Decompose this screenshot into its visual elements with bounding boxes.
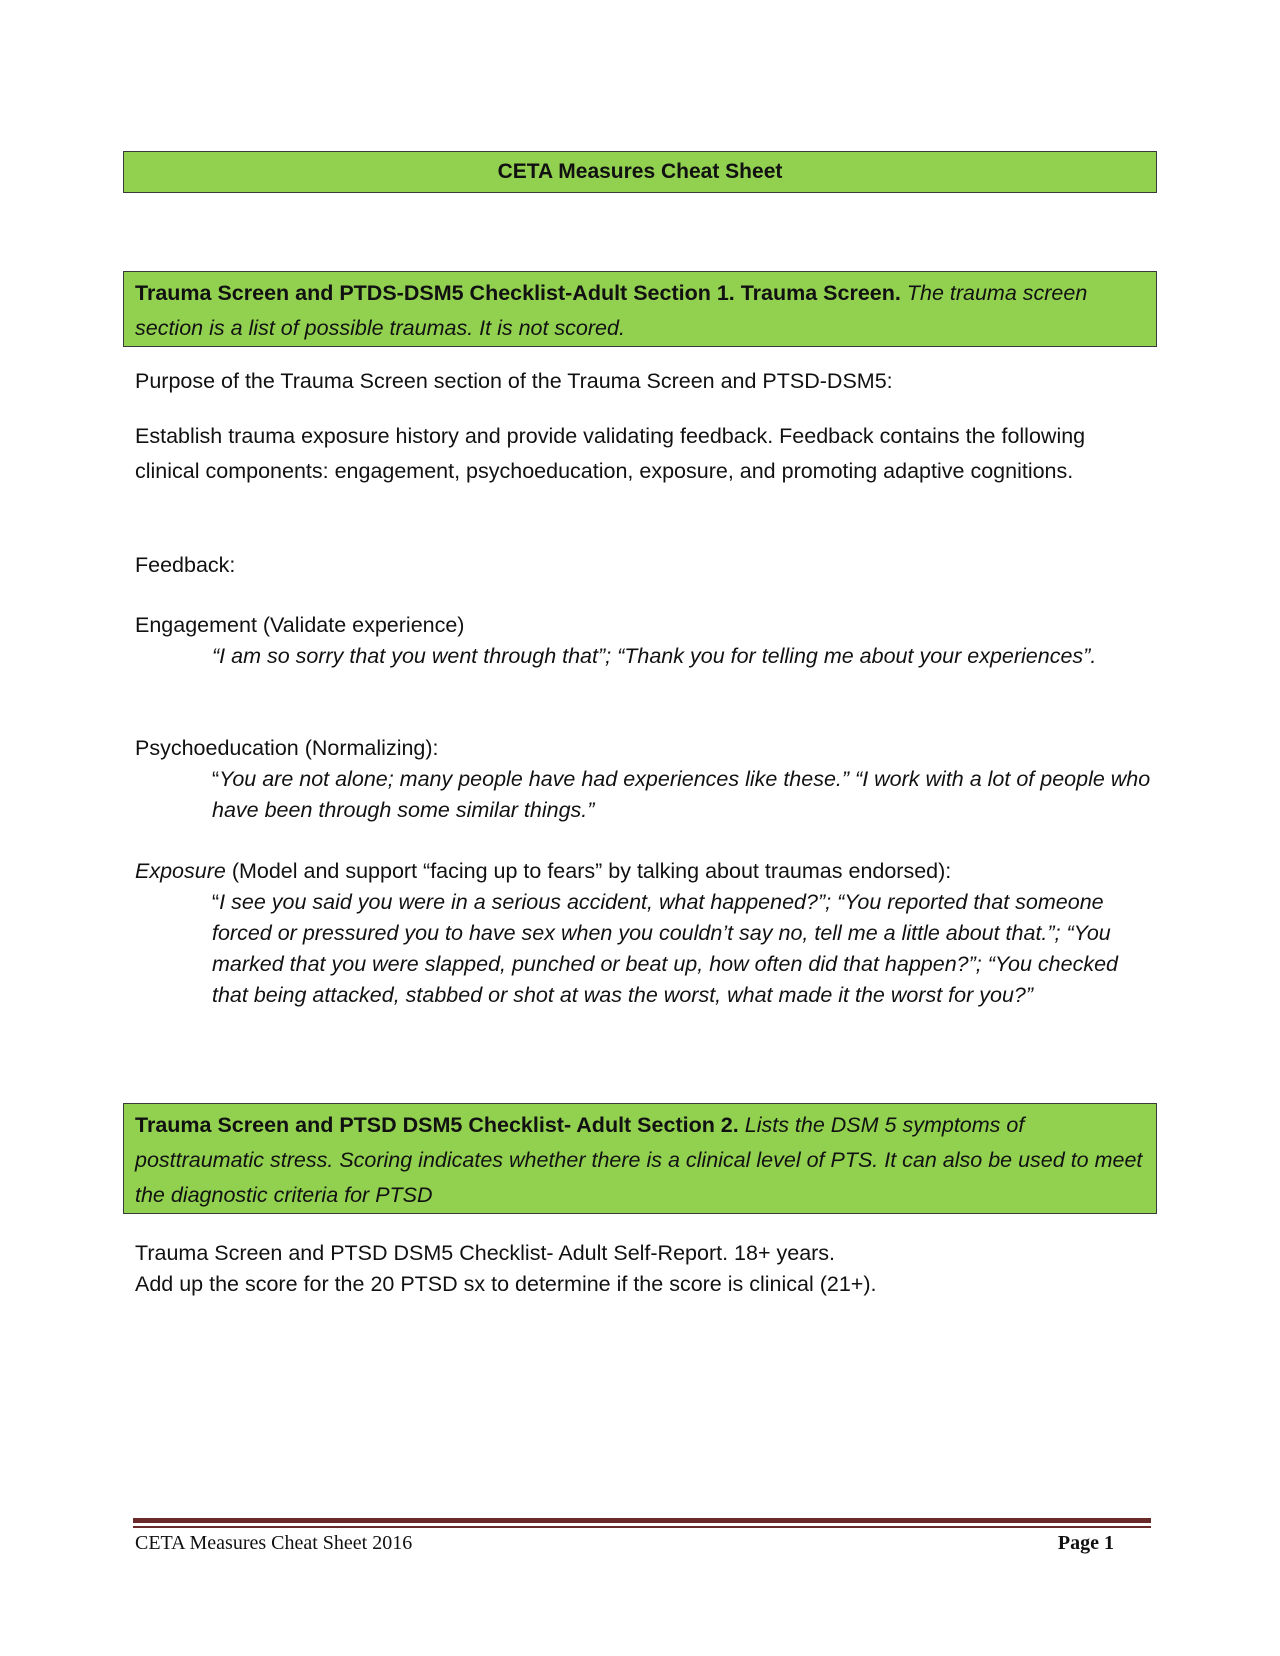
section-1-description: The trauma screen section is a list of possible traumas. It is not scored. [135,281,1088,340]
footer-rule-thick [133,1518,1151,1523]
footer-title: CETA Measures Cheat Sheet 2016 [135,1532,413,1554]
purpose-text: Establish trauma exposure history and provide validating feedback. Feedback contains the following clinical components: engagement, psychoeducation, exposure, and promoting adaptive cognitions. [135,424,1086,483]
feedback-label: Feedback: [135,553,236,577]
footer-rule-thin [133,1526,1151,1528]
psychoeducation-quote-open: “ [212,767,220,791]
exposure-quote-open: “ [212,890,220,914]
page-title: CETA Measures Cheat Sheet [123,151,1157,193]
section-1-header [123,271,1157,347]
section-2-line-1: Trauma Screen and PTSD DSM5 Checklist- Adult Self-Report. 18+ years. [135,1241,836,1265]
section-2-heading: Trauma Screen and PTSD DSM5 Checklist- Adult Section 2. [135,1113,739,1137]
exposure-block [135,856,1155,1011]
psychoeducation-block [135,733,1155,826]
section-2-header [123,1103,1157,1214]
psychoeducation-quote-wrap [135,764,1155,826]
psychoeducation-label: Psychoeducation (Normalizing): [135,736,439,760]
section-2-body [135,1238,1155,1300]
engagement-label: Engagement (Validate experience) [135,613,465,637]
section-2-line-2: Add up the score for the 20 PTSD sx to determine if the score is clinical (21+). [135,1272,877,1296]
page-number: Page 1 [1057,1532,1114,1554]
purpose-label: Purpose of the Trauma Screen section of the Trauma Screen and PTSD-DSM5: [135,369,893,393]
exposure-quote-wrap [135,887,1155,1011]
engagement-quote: “I am so sorry that you went through that”; “Thank you for telling me about your experiences”. [212,644,1097,668]
section-2-description: Lists the DSM 5 symptoms of posttraumatic stress. Scoring indicates whether there is a clinical level of PTS. It can also be used to meet the diagnostic criteria for PTSD [135,1113,1143,1207]
psychoeducation-quote: You are not alone; many people have had experiences like these.” “I work with a lot of people who have been through some similar things.” [212,767,1151,822]
section-1-heading: Trauma Screen and PTDS-DSM5 Checklist-Adult Section 1. Trauma Screen. [135,281,901,305]
engagement-block [135,610,1155,672]
exposure-label-italic: Exposure [135,859,226,883]
exposure-quote: I see you said you were in a serious accident, what happened?”; “You reported that someone forced or pressured you to have sex when you couldn’t say no, tell me a little about that.”; “You marked that you were slapped, punched or beat up, how often did that happen?”; “You checked that being attacked, stabbed or shot at was the worst, what made it the worst for you?” [212,890,1119,1007]
exposure-label-rest: (Model and support “facing up to fears” by talking about traumas endorsed): [225,859,952,883]
